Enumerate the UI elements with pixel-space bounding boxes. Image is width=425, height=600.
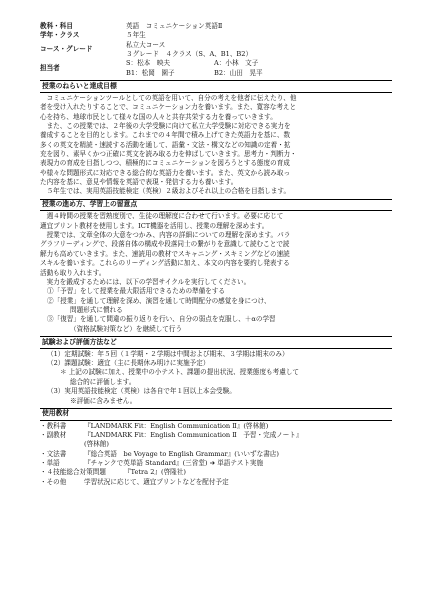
subject-value: 英語 コミュニケーション英語Ⅱ (126, 22, 223, 30)
material-row (40, 468, 392, 477)
material-label: ・単語 (40, 458, 60, 467)
aims-line: 充を図り、素早くかつ正確に英文を読み取る力を伸ばしていきます。思考力・判断力・ (40, 149, 297, 158)
teacher-row-1 (126, 59, 392, 68)
material-text: 『チャンクで英単語 Standard』(三省堂) ➔ 単語テスト実施 (84, 458, 264, 467)
material-text: 『LANDMARK Fit：English Communication Ⅱ 予習・完成ノート』 (84, 430, 303, 439)
method-line: 実力を鍛成するためには、以下の学習サイクルを実行してください。 (40, 277, 251, 286)
cycle-item: ①「予習」をして授業を最大限活用できるための準備をする (47, 287, 226, 296)
material-text: 『Tetra 2』(啓隆社) (124, 468, 186, 477)
material-label: ・４技能総合対策問題 (40, 468, 106, 477)
section-method-body (40, 212, 392, 334)
section-materials-title: 使用教材 (40, 408, 392, 421)
section-materials-body (40, 422, 392, 488)
teacher-row-2 (126, 69, 392, 78)
method-line: グラフリーディングで、段落自体の構成や段落同士の繋がりを意識して読むことで読 (40, 240, 290, 249)
section-aims-title: 授業のねらいと達成目標 (40, 80, 392, 93)
aims-line: 多くの英文を精読・速読する活動を通して、語彙・文法・構文などの知識の定着・拡 (40, 140, 291, 149)
material-label: ・教科書 (40, 421, 67, 430)
material-text: (啓林館) (84, 440, 109, 449)
method-line: 適宜プリント教材を使用します。ICT機器を活用し、授業の理解を深めます。 (40, 221, 269, 230)
aims-line: 表現力の育成を目指しつつ、積極的にコミュニケーションを図ろうとする態度の育成 (40, 159, 290, 168)
teacher-b2: B2：山田 晃平 (214, 68, 263, 77)
material-label: ・文法書 (40, 449, 67, 458)
eval-item: （3）実用英語技能検定（英検）は各自で年１回以上本会受験。 (47, 387, 236, 396)
material-text: 学習状況に応じて、適宜プリントなどを配付予定 (84, 477, 229, 486)
aims-line: た内容を基に、意見や情報を英語で表現・発信する力も養います。 (40, 178, 238, 187)
material-row (40, 478, 392, 487)
material-row (40, 422, 392, 431)
material-text: 『LANDMARK Fit：English Communication Ⅱ』(啓林館) (84, 421, 269, 430)
method-line: 活動も取り入れます。 (40, 268, 106, 277)
aims-line: 心を持ち、地球市民として様々な国の人々と共存共栄する力を養っていきます。 (40, 112, 277, 121)
material-row (40, 431, 392, 440)
teacher-b1: B1：松岡 園子 (126, 68, 175, 77)
cycle-item: ③「復習」を通して間違の振り返りを行い、自分の弱点を克服し、＋αの学習 (47, 315, 276, 324)
cycle-item: ②「授業」を通して理解を深め、演習を通して時間配分の感覚を身につけ、 (47, 296, 271, 305)
eval-item: （1）定期試験：年５回（１学期・２学期は中間および期末、３学期は期末のみ） (47, 349, 289, 358)
aims-line: ５年生では、実用英語技能検定（英検）２級およびそれ以上の合格を目指します。 (40, 187, 291, 196)
course-value-1: 私立大コース (126, 40, 166, 49)
material-row (40, 459, 392, 468)
aims-line: 者を受け入れたりすることで、コミュニケーション力を養います。また、寛容な考えと (40, 103, 297, 112)
teacher-label: 担当者 (40, 64, 60, 73)
aims-line: コミュニケーションツールとしての英語を用いて、自分の考えを他者に伝えたり、他 (40, 93, 297, 102)
section-evaluation-body (40, 350, 392, 406)
section-method-title: 授業の進め方、学習上の留意点 (40, 199, 392, 212)
material-label: ・その他 (40, 477, 67, 486)
material-row (40, 440, 392, 449)
cycle-item-cont: 問題形式に慣れる (70, 305, 123, 314)
subject-label: 教科・科目 (40, 22, 73, 30)
eval-item: （2）課題試験：適宜（主に長期休み明けに実施予定） (47, 359, 210, 368)
course-value-2: ３グレード ４クラス（S、A、B1、B2） (126, 50, 253, 59)
syllabus-page (40, 22, 392, 487)
section-evaluation-title: 試験および評価方法など (40, 336, 392, 349)
cycle-item-cont: （資格試験対策など）を継続して行う (70, 324, 183, 333)
method-line: 週４時間の授業を習熟度別で、生徒の理解度に合わせて行います。必要に応じて (40, 212, 284, 221)
method-line: 授業では、文章全体の大意をつかみ、内容の詳細についての理解を深めます。パラ (40, 231, 291, 240)
eval-note-cont: ※評価に含みません。 (70, 396, 137, 405)
teacher-s: S：松本 映夫 (126, 59, 171, 68)
material-text: 『総合英語 be Voyage to English Grammar』(いいずな書店) (84, 449, 279, 458)
section-aims-body (40, 94, 392, 197)
header-info (40, 22, 392, 78)
eval-note: ＊ 上記の試験に加え、授業中の小テスト、課題の提出状況、授業態度も考慮して (60, 368, 300, 377)
method-line: スキルを養います。これらのリーディング活動に加え、本文の内容を要約し発表する (40, 259, 290, 268)
aims-line: や様々な問題形式に対応できる総合的な英語力を養います。また、英文から読み取っ (40, 168, 291, 177)
eval-note-cont: 総合的に評価します。 (70, 377, 136, 386)
teacher-a: A：小林 文子 (214, 59, 259, 68)
class-label: 学年・クラス (40, 31, 80, 40)
material-label (40, 440, 84, 449)
method-line: 解力も高めていきます。また、速読用の教材でスキャニング・スキミングなどの速読 (40, 249, 290, 258)
course-label: コース・グレード (40, 45, 93, 54)
aims-line: 養成することを目的とします。これまでの４年間で積み上げてきた英語力を基に、数 (40, 131, 291, 140)
material-row (40, 450, 392, 459)
material-label: ・副教材 (40, 430, 67, 439)
class-value: ５年生 (126, 31, 146, 40)
aims-line: また、この授業では、２年後の大学受験に向けて私立大学受験に対応できる実力を (40, 121, 291, 130)
